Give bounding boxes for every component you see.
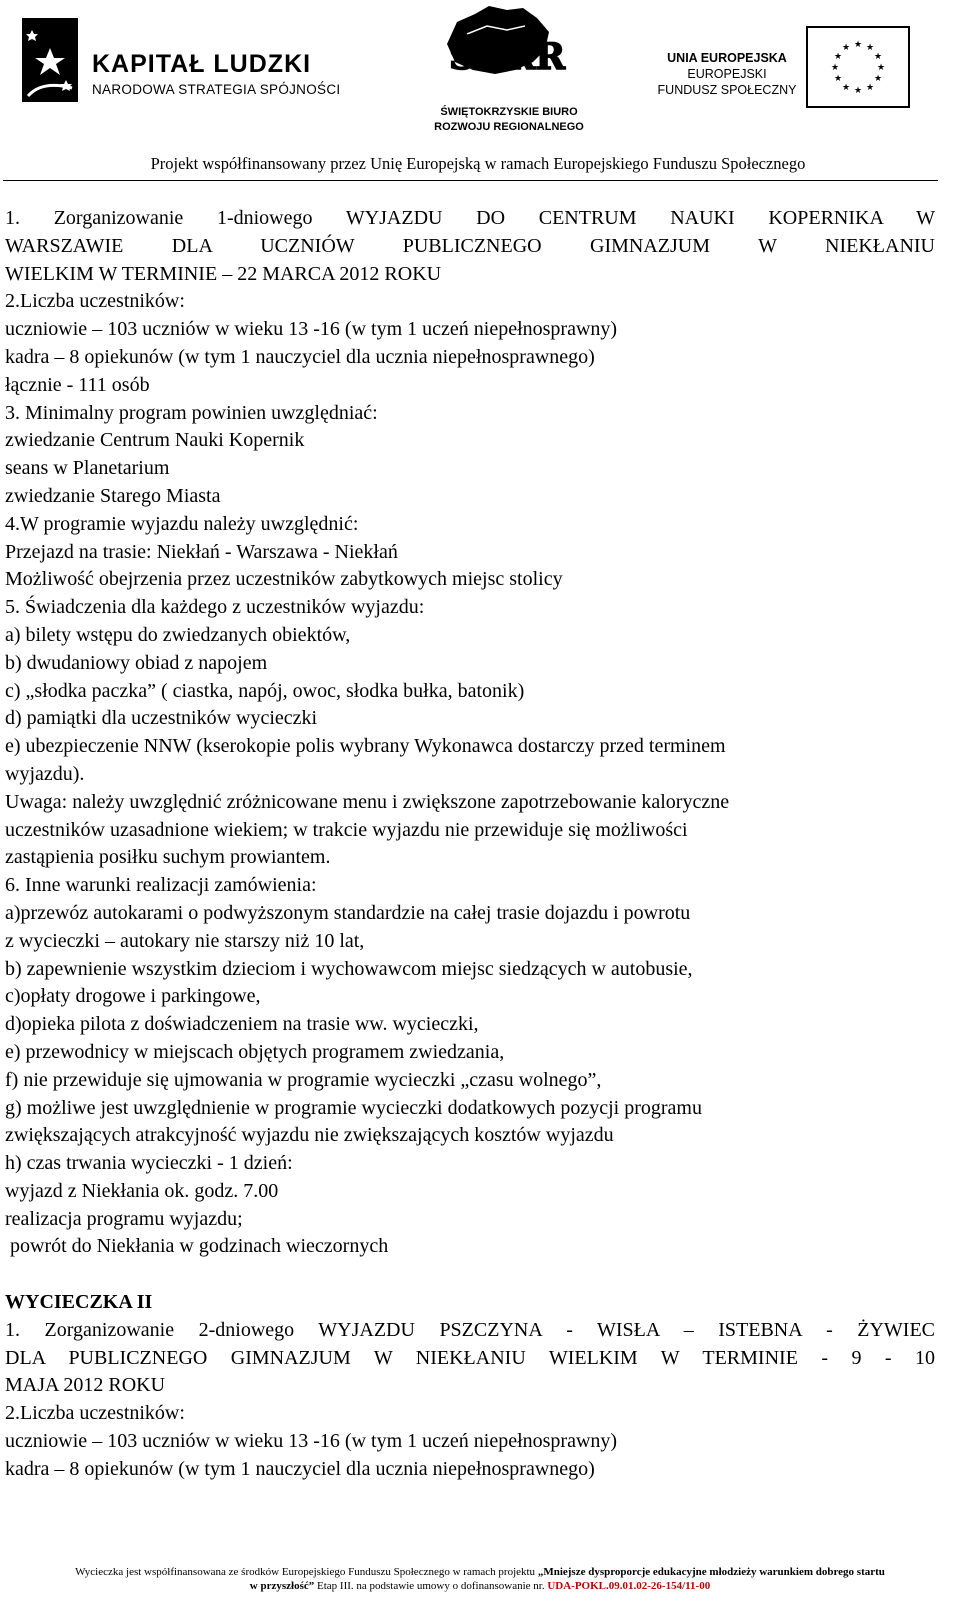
svg-text:★: ★ [853, 40, 863, 50]
body-line: zastąpienia posiłku suchym prowiantem. [5, 846, 331, 869]
body-line: e) ubezpieczenie NNW (kserokopie polis wybrany Wykonawca dostarczy przed terminem [5, 735, 726, 758]
body-line: e) przewodnicy w miejscach objętych programem zwiedzania, [5, 1040, 505, 1063]
logo-header [0, 0, 960, 150]
kapital-ludzki-subtitle: NARODOWA STRATEGIA SPÓJNOŚCI [92, 82, 341, 97]
eu-text-line3: FUNDUSZ SPOŁECZNY [657, 83, 797, 97]
body-line: zwiększających atrakcyjność wyjazdu nie zwiększających kosztów wyjazdu [5, 1124, 614, 1147]
body-line: realizacja programu wyjazdu; [5, 1207, 243, 1230]
body-line: 6. Inne warunki realizacji zamówienia: [5, 874, 317, 897]
body-line: 2.Liczba uczestników: [5, 1402, 185, 1425]
footer-text: Etap III. na podstawie umowy o dofinansowanie nr. [314, 1580, 548, 1592]
header-divider [3, 180, 938, 181]
footer-agreement-number: UDA-POKL.09.01.02-26-154/11-00 [547, 1580, 711, 1592]
body-line: wyjazdu). [5, 762, 85, 785]
footer-text: Wycieczka jest współfinansowana ze środków Europejskiego Funduszu Społecznego w ramach projektu [75, 1566, 538, 1578]
body-line: uczniowie – 103 uczniów w wieku 13 -16 (w tym 1 uczeń niepełnosprawny) [5, 318, 618, 341]
body-line: WIELKIM W TERMINIE – 22 MARCA 2012 ROKU [5, 262, 442, 285]
footer-project-title: „Mniejsze dysproporcje edukacyjne młodzieży warunkiem dobrego startu [537, 1566, 885, 1578]
footer-line1 [0, 1565, 960, 1579]
body-line: DLA PUBLICZNEGO GIMNAZJUM W NIEKŁANIU WIELKIM W TERMINIE - 9 - 10 [5, 1346, 935, 1369]
eu-flag-icon [806, 26, 910, 108]
body-line: c)opłaty drogowe i parkingowe, [5, 985, 261, 1008]
body-line: zwiedzanie Centrum Nauki Kopernik [5, 429, 305, 452]
body-line: g) możliwe jest uwzględnienie w programie wycieczki dodatkowych pozycji programu [5, 1096, 702, 1119]
body-line: c) „słodka paczka” ( ciastka, napój, owoc, słodka bułka, batonik) [5, 679, 525, 702]
body-line: 1. Zorganizowanie 2-dniowego WYJAZDU PSZCZYNA - WISŁA – ISTEBNA - ŻYWIEC [5, 1318, 935, 1341]
body-line: kadra – 8 opiekunów (w tym 1 nauczyciel dla ucznia niepełnosprawnego) [5, 1457, 595, 1480]
svg-text:★: ★ [873, 74, 883, 84]
eu-text [652, 50, 802, 98]
body-line: Przejazd na trasie: Niekłań - Warszawa - Niekłań [5, 540, 398, 563]
body-line: łącznie - 111 osób [5, 373, 150, 396]
body-blank-line [5, 1261, 935, 1289]
svg-text:★: ★ [833, 52, 843, 62]
body-line: z wycieczki – autokary nie starszy niż 10 lat, [5, 929, 365, 952]
body-line: 1. Zorganizowanie 1-dniowego WYJAZDU DO CENTRUM NAUKI KOPERNIKA W [5, 207, 935, 229]
body-line: b) dwudaniowy obiad z napojem [5, 651, 268, 674]
body-line: 2.Liczba uczestników: [5, 290, 185, 313]
footer-line2 [0, 1579, 960, 1593]
body-line: seans w Planetarium [5, 457, 170, 480]
svg-text:★: ★ [865, 43, 875, 53]
svg-text:★: ★ [865, 83, 875, 93]
document-body [5, 205, 935, 1484]
project-cofinancing-line: Projekt współfinansowany przez Unię Europejską w ramach Europejskiego Funduszu Społecznego [150, 154, 806, 173]
body-line: powrót do Niekłania w godzinach wieczornych [5, 1235, 389, 1258]
svg-text:★: ★ [841, 83, 851, 93]
body-line: uczestników uzasadnione wiekiem; w trakcie wyjazdu nie przewiduje się możliwości [5, 818, 688, 841]
svg-text:★: ★ [830, 63, 840, 73]
body-line: a)przewóz autokarami o podwyższonym standardzie na całej trasie dojazdu i powrotu [5, 901, 691, 924]
body-line: d)opieka pilota z doświadczeniem na trasie ww. wycieczki, [5, 1013, 479, 1036]
svg-text:★: ★ [853, 86, 863, 96]
body-line: Uwaga: należy uwzględnić zróżnicowane menu i zwiększone zapotrzebowanie kaloryczne [5, 790, 730, 813]
eu-text-line1: UNIA EUROPEJSKA [667, 51, 787, 65]
footer-project-title-end: w przyszłość” [249, 1580, 315, 1592]
body-line: b) zapewnienie wszystkim dzieciom i wychowawcom miejsc siedzących w autobusie, [5, 957, 693, 980]
body-line: f) nie przewiduje się ujmowania w programie wycieczki „czasu wolnego”, [5, 1068, 602, 1091]
sbrr-name-line2: ROZWOJU REGIONALNEGO [434, 121, 584, 133]
body-line: MAJA 2012 ROKU [5, 1374, 166, 1397]
body-line: 4.W programie wyjazdu należy uwzględnić: [5, 512, 359, 535]
body-line: a) bilety wstępu do zwiedzanych obiektów, [5, 623, 351, 646]
svg-text:★: ★ [841, 43, 851, 53]
body-line: h) czas trwania wycieczki - 1 dzień: [5, 1152, 293, 1175]
section-heading: WYCIECZKA II [5, 1291, 153, 1314]
sbrr-name-line1: ŚWIĘTOKRZYSKIE BIURO [440, 106, 578, 118]
body-line: Możliwość obejrzenia przez uczestników zabytkowych miejsc stolicy [5, 568, 563, 591]
body-line: d) pamiątki dla uczestników wycieczki [5, 707, 318, 730]
footer-note [0, 1565, 960, 1593]
svg-text:★: ★ [833, 74, 843, 84]
eu-text-line2: EUROPEJSKI [687, 67, 767, 81]
kapital-ludzki-mark-icon [22, 18, 78, 102]
body-line: kadra – 8 opiekunów (w tym 1 nauczyciel dla ucznia niepełnosprawnego) [5, 345, 595, 368]
body-line: WARSZAWIE DLA UCZNIÓW PUBLICZNEGO GIMNAZJUM W NIEKŁANIU [5, 234, 935, 257]
body-line: uczniowie – 103 uczniów w wieku 13 -16 (w tym 1 uczeń niepełnosprawny) [5, 1430, 618, 1453]
svg-text:★: ★ [876, 63, 886, 73]
sbrr-letters: ŚBRR [448, 36, 566, 78]
svg-text:★: ★ [873, 52, 883, 62]
body-line: wyjazd z Niekłania ok. godz. 7.00 [5, 1179, 279, 1202]
kapital-ludzki-title: KAPITAŁ LUDZKI [92, 50, 312, 78]
body-line: 5. Świadczenia dla każdego z uczestników wyjazdu: [5, 596, 425, 619]
body-line: 3. Minimalny program powinien uwzględniać: [5, 401, 378, 424]
body-line: zwiedzanie Starego Miasta [5, 484, 221, 507]
